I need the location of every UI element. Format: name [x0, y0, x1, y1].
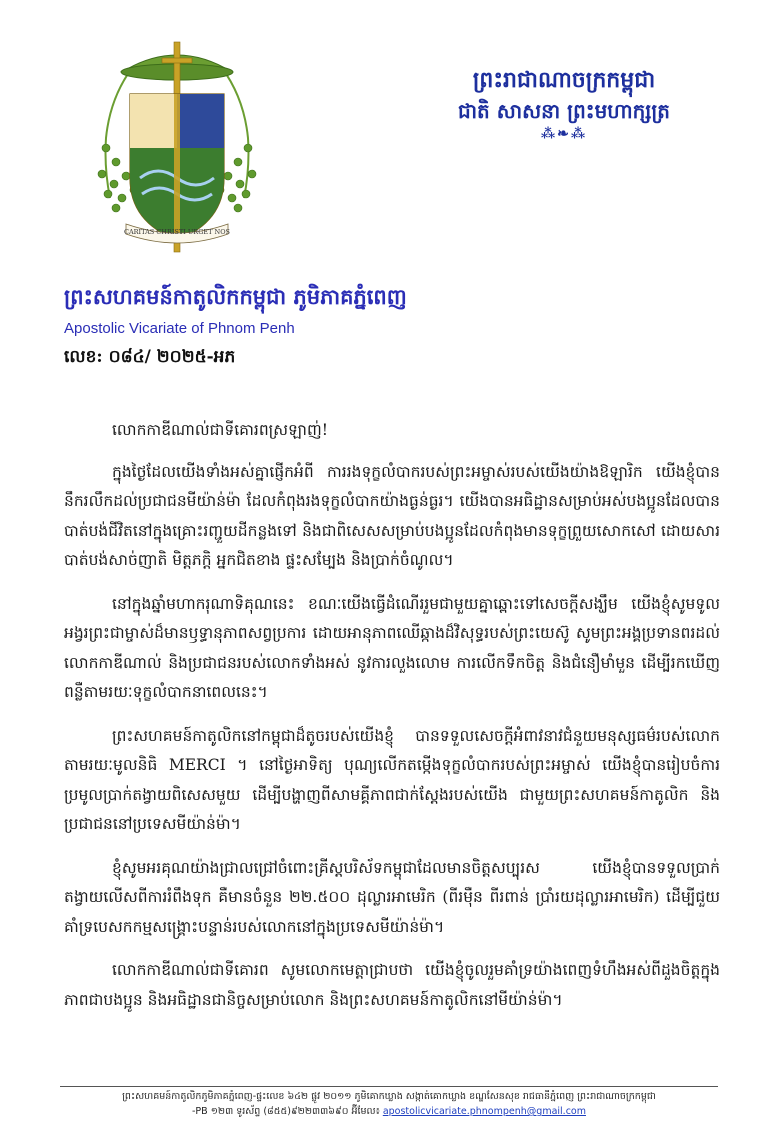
salutation: លោកកាឌីណាល់ជាទីគោរពស្រឡាញ់! — [112, 421, 328, 439]
paragraph-jubilee-prayer: នៅក្នុងឆ្នាំមហាករុណាទិគុណនេះ ខណៈយើងធ្វើដំណើររួមជាមួយគ្នាឆ្ពោះទៅសេចក្តីសង្ឃឹម យើងខ្ញុំសូមទូលអង្វរព្រះជាម្ចាស់ដ៏មានឫទ្ធានុភាពសព្វប្រការ ដោយអានុភាពឈើឆ្កាងដ៏វិសុទ្ធរបស់ព្រះយេស៊ូ សូមព្រះអង្គប្រទានពរដល់លោកកាឌីណាល់ និងប្រជាជនរបស់លោកទាំងអស់ នូវការលួងលោម ការលើកទឹកចិត្ត និងជំនឿមាំមួន ដើម្បីរកឃើញពន្លឺតាមរយៈទុក្ខលំបាកនាពេលនេះ។ — [64, 594, 720, 701]
coat-of-arms-motto: CARITAS CHRISTI URGET NOS — [123, 228, 231, 236]
paragraph-collection: ព្រះសហគមន៍កាតូលិកនៅកម្ពុជាដ៏តូចរបស់យើងខ្ញុំ បានទទួលសេចក្តីអំពាវនាវជំនួយមនុស្សធម៌របស់លោក តាមរយៈមូលនិធិ MERCI ។ នៅថ្ងៃអាទិត្យ បុណ្យលើកតម្កើងទុក្ខលំបាករបស់ព្រះអម្ចាស់ យើងខ្ញុំបានរៀបចំការប្រមូលប្រាក់តង្វាយពិសេសមួយ ដើម្បីបង្ហាញពីសាមគ្គីភាពជាក់ស្តែងរបស់យើង ជាមួយព្រះសហគមន៍កាតូលិក និងប្រជាជននៅប្រទេសមីយ៉ាន់ម៉ា។ — [64, 726, 720, 833]
footer — [60, 1089, 718, 1119]
footer-contact-line — [60, 1104, 718, 1119]
nation-religion-king-motto: ជាតិ សាសនា ព្រះមហាក្សត្រ — [458, 99, 670, 123]
reference-number: លេខ: ០៨៤/ ២០២៥-អភ — [64, 347, 236, 367]
institution-name-english: Apostolic Vicariate of Phnom Penh — [64, 320, 295, 337]
footer-divider — [60, 1086, 718, 1087]
footer-email-link[interactable]: apostolicvicariate.phnompenh@gmail.com — [382, 1106, 586, 1117]
coat-of-arms-emblem — [92, 28, 262, 276]
paragraph-donation-amount: ខ្ញុំសូមអរគុណយ៉ាងជ្រាលជ្រៅចំពោះគ្រីស្តបរិស័ទកម្ពុជាដែលមានចិត្តសប្បុរស យើងខ្ញុំបានទទួលប្រាក់តង្វាយលើសពីការរំពឹងទុក គឺមានចំនួន ២២.៥០០ ដុល្លារអាមេរិក (ពីរម៉ឺន ពីរពាន់ ប្រាំរយដុល្លារអាមេរិក) ដើម្បីជួយគាំទ្របេសកកម្មសង្គ្រោះបន្ទាន់របស់លោកនៅក្នុងប្រទេសមីយ៉ាន់ម៉ា។ — [64, 858, 720, 936]
paragraph-condolence: ក្នុងថ្ងៃដែលយើងទាំងអស់គ្នាផ្ញើកអំពី ការរងទុក្ខលំបាករបស់ព្រះអម្ចាស់របស់យើងយ៉ាងឱឡារិក យើងខ្ញុំបាននឹករលឹកដល់ប្រជាជនមីយ៉ាន់ម៉ា ដែលកំពុងរងទុក្ខលំបាកយ៉ាងធ្ងន់ធ្ងរ។ យើងបានអធិដ្ឋានសម្រាប់អស់បងប្អូនដែលបានបាត់បង់ជីវិតនៅក្នុងគ្រោះរញ្ជួយដីកន្លងទៅ និងជាពិសេសសម្រាប់បងប្អូនដែលកំពុងមានទុក្ខព្រួយសោកសៅ ដោយសារបាត់បង់សាច់ញាតិ មិត្តភក្តិ អ្នកជិតខាង ផ្ទះសម្បែង និងប្រាក់ចំណូល។ — [64, 462, 720, 569]
footer-contact: -PB ១២៣ ទូរស័ព្ទ (៨៥៥)៩២២៣៣៦៩០ អ៊ីមែល៖ — [192, 1106, 380, 1117]
kingdom-header — [458, 64, 670, 142]
letter-body — [64, 416, 720, 1029]
header-ornament: ⁂❧⁂ — [540, 126, 588, 142]
institution-name-khmer: ព្រះសហគមន៍កាតូលិកកម្ពុជា ភូមិភាគភ្នំពេញ — [64, 284, 407, 309]
footer-address: ព្រះសហគមន៍កាតូលិកភូមិភាគភ្នំពេញ-ផ្ទះលេខ ៦៤២ ផ្លូវ ២០១១ ភូមិគោកឃ្លាង សង្កាត់គោកឃ្លាង ខណ្ឌសែនសុខ រាជធានីភ្នំពេញ ព្រះរាជាណាចក្រកម្ពុជា — [122, 1091, 656, 1102]
paragraph-closing: លោកកាឌីណាល់ជាទីគោរព សូមលោកមេត្តាជ្រាបថា យើងខ្ញុំចូលរួមគាំទ្រយ៉ាងពេញទំហឹងអស់ពីដួងចិត្តក្នុងភាពជាបងប្អូន និងអធិដ្ឋានជានិច្ចសម្រាប់លោក និងព្រះសហគមន៍កាតូលិកនៅមីយ៉ាន់ម៉ា។ — [64, 961, 720, 1009]
kingdom-title: ព្រះរាជាណាចក្រកម្ពុជា — [472, 67, 656, 93]
